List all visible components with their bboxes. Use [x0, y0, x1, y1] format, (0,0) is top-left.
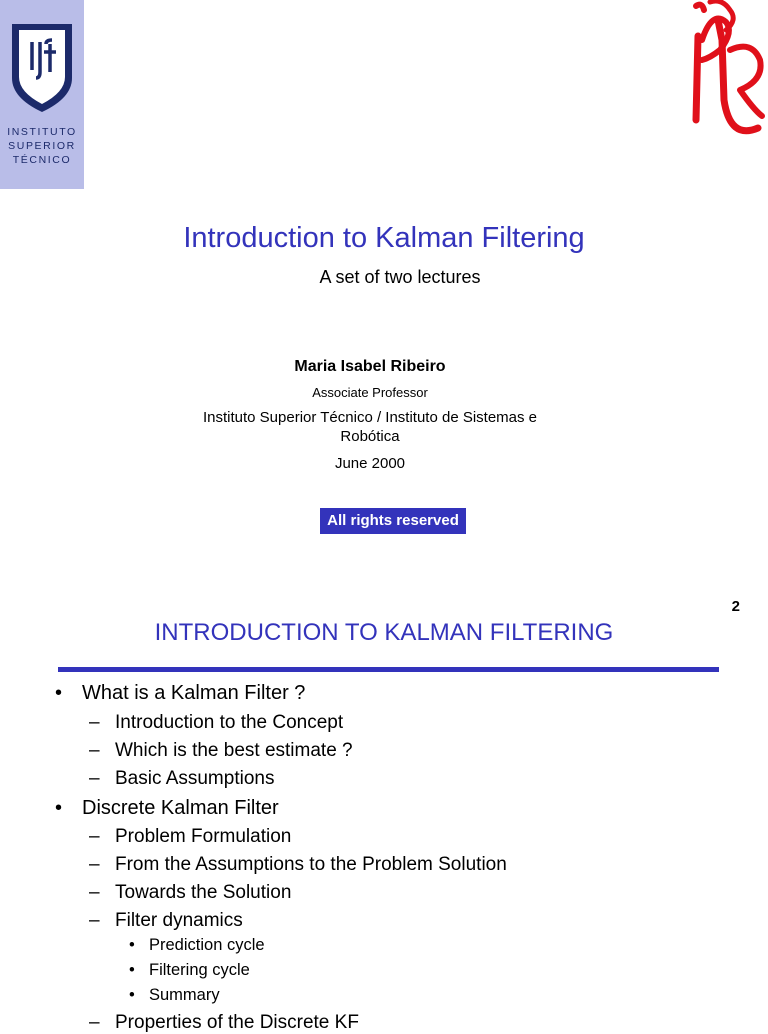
outline-item-level-2 — [89, 768, 275, 790]
outline-item-text: Basic Assumptions — [115, 768, 275, 789]
ist-shield-icon — [10, 22, 74, 114]
outline-item-level-2 — [89, 740, 353, 762]
outline-item-level-3 — [129, 986, 220, 1005]
date: June 2000 — [334, 455, 406, 472]
affiliation-line-2: Robótica — [340, 428, 400, 445]
outline-item-level-1 — [55, 797, 279, 820]
title-rule — [58, 667, 719, 672]
bullet-icon: • — [129, 936, 135, 954]
outline-item-text: Problem Formulation — [115, 826, 292, 847]
outline-item-text: Filtering cycle — [149, 961, 250, 979]
outline-item-text: Discrete Kalman Filter — [82, 797, 279, 819]
outline-item-text: What is a Kalman Filter ? — [82, 682, 306, 704]
author-name: Maria Isabel Ribeiro — [294, 358, 446, 375]
dash-bullet-icon: – — [89, 854, 100, 875]
outline-item-level-3 — [129, 936, 265, 955]
outline-item-level-2 — [89, 712, 344, 734]
bullet-icon: • — [129, 986, 135, 1004]
ist-text-line-2: SUPERIOR — [8, 140, 76, 152]
author-position: Associate Professor — [312, 385, 428, 400]
outline-item-text: Properties of the Discrete KF — [115, 1012, 359, 1033]
outline-item-text: Introduction to the Concept — [115, 712, 344, 733]
outline-item-level-2 — [89, 882, 292, 904]
bullet-icon: • — [55, 797, 63, 819]
outline-item-text: From the Assumptions to the Problem Solution — [115, 854, 507, 875]
outline-item-text: Summary — [149, 986, 220, 1004]
dash-bullet-icon: – — [89, 882, 100, 903]
ist-text-line-3: TÉCNICO — [12, 154, 72, 166]
outline-item-level-2 — [89, 854, 507, 876]
rights-badge: All rights reserved — [320, 508, 466, 534]
outline-item-text: Towards the Solution — [115, 882, 292, 903]
outline-item-level-3 — [129, 961, 250, 980]
dash-bullet-icon: – — [89, 768, 100, 789]
outline-item-level-2 — [89, 910, 243, 932]
page-number: 2 — [731, 598, 740, 615]
outline-item-level-1 — [55, 682, 306, 705]
outline-item-text: Which is the best estimate ? — [115, 740, 353, 761]
outline-item-level-2 — [89, 1012, 359, 1034]
outline-item-level-2 — [89, 826, 292, 848]
dash-bullet-icon: – — [89, 740, 100, 761]
affiliation-line-1: Instituto Superior Técnico / Instituto de Sistemas e — [202, 409, 538, 426]
title-slide-title: Introduction to Kalman Filtering — [183, 222, 585, 254]
outline-item-text: Filter dynamics — [115, 910, 243, 931]
ist-logo — [0, 0, 84, 189]
dash-bullet-icon: – — [89, 826, 100, 847]
bullet-icon: • — [55, 682, 63, 704]
dash-bullet-icon: – — [89, 910, 100, 931]
outline-title: INTRODUCTION TO KALMAN FILTERING — [154, 619, 614, 646]
isr-logo — [682, 0, 768, 150]
outline-item-text: Prediction cycle — [149, 936, 265, 954]
dash-bullet-icon: – — [89, 1012, 100, 1033]
bullet-icon: • — [129, 961, 135, 979]
title-slide-subtitle: A set of two lectures — [319, 267, 481, 287]
dash-bullet-icon: – — [89, 712, 100, 733]
ist-text-line-1: INSTITUTO — [7, 126, 77, 138]
author-affiliation — [200, 408, 540, 446]
